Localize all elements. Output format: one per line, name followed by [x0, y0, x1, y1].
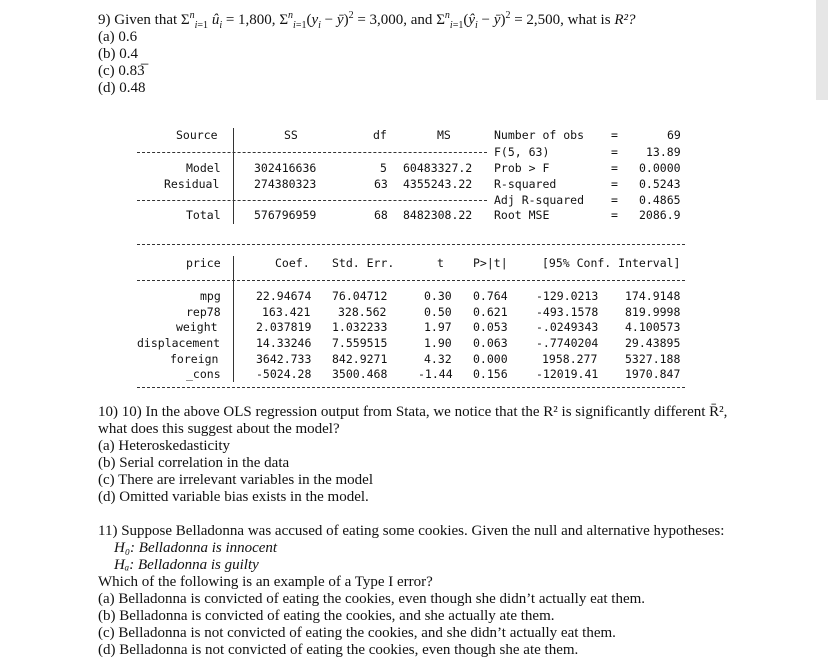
anova-header-source: Source: [176, 128, 218, 142]
coef-row-foreign-coef: 3642.733: [256, 352, 312, 366]
coef-header-ci: [95% Conf. Interval]: [542, 256, 681, 270]
coef-header-coef: Coef.: [275, 256, 310, 270]
stat-label-adjrsq: Adj R-squared: [494, 193, 585, 207]
stat-value-adjrsq: 0.4865: [639, 193, 681, 207]
q11-line-1: 11) Suppose Belladonna was accused of eating some cookies. Given the null and alternative hypotheses:: [98, 523, 725, 539]
stat-eq-rmse: =: [611, 208, 618, 222]
coef-row-foreign-t: 4.32: [424, 352, 452, 366]
coef-row-displacement-se: 7.559515: [332, 336, 388, 350]
coef-row-displacement-var: displacement: [137, 336, 221, 350]
stat-label-f: F(5, 63): [494, 145, 550, 159]
coef-row-displacement-hi: 29.43895: [625, 336, 681, 350]
stat-value-rmse: 2086.9: [639, 208, 681, 222]
q11-null-hypothesis: H₀: Belladonna is innocent: [114, 540, 278, 556]
coef-row-displacement-p: 0.063: [473, 336, 508, 350]
coef-row-cons-var: _cons: [186, 367, 221, 381]
coef-divider-top: [137, 244, 685, 245]
anova-row-residual-ss: 274380323: [254, 177, 317, 191]
coef-row-cons-lo: -12019.41: [536, 367, 599, 381]
question-11: [98, 523, 724, 659]
scrollbar-edge: [816, 0, 828, 100]
q11-alt-hypothesis: Hₐ: Belladonna is guilty: [114, 557, 259, 573]
coef-row-displacement-coef: 14.33246: [256, 336, 312, 350]
anova-row-total-source: Total: [186, 208, 221, 222]
stat-eq-rsq: =: [611, 177, 618, 191]
coef-row-weight-p: 0.053: [473, 320, 508, 334]
anova-row-model-ss: 302416636: [254, 161, 317, 175]
coef-row-rep78-lo: -493.1578: [536, 305, 599, 319]
stat-label-rmse: Root MSE: [494, 208, 550, 222]
coef-header-p: P>|t|: [473, 256, 508, 270]
coef-row-weight-lo: -.0249343: [536, 320, 599, 334]
q9-prefix: 9) Given that: [98, 12, 178, 28]
anova-header-ms: MS: [437, 128, 451, 142]
stat-value-probf: 0.0000: [639, 161, 681, 175]
coef-row-foreign-hi: 5327.188: [625, 352, 681, 366]
coef-divider-mid: [137, 280, 685, 281]
coef-row-mpg-var: mpg: [200, 289, 221, 303]
coef-row-weight-hi: 4.100573: [625, 320, 681, 334]
q11-option-b: (b) Belladonna is convicted of eating the cookies, and she actually ate them.: [98, 608, 555, 624]
stat-value-f: 13.89: [646, 145, 681, 159]
q9-option-a: (a) 0.6: [98, 29, 138, 45]
coef-row-mpg-t: 0.30: [424, 289, 452, 303]
coef-row-rep78-se: 328.562: [338, 305, 387, 319]
q10-option-d: (d) Omitted variable bias exists in the model.: [98, 489, 369, 505]
q9-value-1: = 1,800,: [225, 12, 276, 28]
coef-header-se: Std. Err.: [332, 256, 395, 270]
q10-option-c: (c) There are irrelevant variables in the model: [98, 472, 374, 488]
stat-value-rsq: 0.5243: [639, 177, 681, 191]
q11-option-c: (c) Belladonna is not convicted of eating the cookies, and she didn’t actually eat them.: [98, 625, 616, 641]
anova-row-residual-source: Residual: [164, 177, 220, 191]
anova-row-residual-df: 63: [374, 177, 388, 191]
q9-option-c: (c) 0.83̅: [98, 63, 145, 79]
coef-row-displacement-t: 1.90: [424, 336, 452, 350]
q9-value-3: = 2,500, what is: [514, 12, 611, 28]
sum-tss-expr: $\Sigma^n_{i=1}(y_i$ − ȳ)$^2$: [279, 10, 354, 31]
stat-value-nobs: 69: [667, 128, 681, 142]
question-9-prompt: [98, 12, 635, 29]
anova-row-model-df: 5: [380, 161, 387, 175]
coef-row-weight-var: weight: [176, 320, 218, 334]
coef-row-mpg-se: 76.04712: [332, 289, 388, 303]
q11-option-d: (d) Belladonna is not convicted of eating the cookies, even though she ate them.: [98, 642, 579, 658]
coef-row-displacement-lo: -.7740204: [536, 336, 599, 350]
anova-header-ss: SS: [284, 128, 298, 142]
coef-row-mpg-hi: 174.9148: [625, 289, 681, 303]
stat-eq-adjrsq: =: [611, 193, 618, 207]
coef-header-t: t: [437, 256, 444, 270]
anova-row-total-ss: 576796959: [254, 208, 317, 222]
coef-row-weight-coef: 2.037819: [256, 320, 312, 334]
q9-rsq: R²?: [614, 12, 636, 28]
q10-option-b: (b) Serial correlation in the data: [98, 455, 290, 471]
coef-vbar: [233, 256, 234, 382]
coef-row-mpg-p: 0.764: [473, 289, 508, 303]
q9-option-b: (b) 0.4: [98, 46, 138, 62]
coef-row-foreign-var: foreign: [170, 352, 219, 366]
q10-line-1: 10) 10) In the above OLS regression output from Stata, we notice that the R² is significantly different R̄²,: [98, 404, 728, 420]
q11-question: Which of the following is an example of a Type I error?: [98, 574, 433, 590]
coef-row-cons-p: 0.156: [473, 367, 508, 381]
coef-row-cons-t: -1.44: [418, 367, 453, 381]
coef-divider-bottom: [137, 387, 685, 388]
q11-option-a: (a) Belladonna is convicted of eating the cookies, even though she didn’t actually eat them.: [98, 591, 646, 607]
q10-line-2: what does this suggest about the model?: [98, 421, 340, 437]
anova-row-model-ms: 60483327.2: [403, 161, 473, 175]
coef-row-weight-t: 1.97: [424, 320, 452, 334]
stat-eq-probf: =: [611, 161, 618, 175]
coef-row-mpg-lo: -129.0213: [536, 289, 599, 303]
q9-option-d: (d) 0.48: [98, 80, 146, 96]
coef-row-rep78-p: 0.621: [473, 305, 508, 319]
stat-eq-f: =: [611, 145, 618, 159]
sum-ess-expr: $\Sigma^n_{i=1}(ŷ_i$ − ȳ)$^2$: [436, 10, 511, 31]
anova-header-df: df: [373, 128, 387, 142]
coef-row-mpg-coef: 22.94674: [256, 289, 312, 303]
coef-row-weight-se: 1.032233: [332, 320, 388, 334]
coef-row-rep78-var: rep78: [186, 305, 221, 319]
anova-row-total-df: 68: [374, 208, 388, 222]
coef-row-foreign-lo: 1958.277: [542, 352, 598, 366]
question-10: [98, 404, 727, 506]
sum-residuals-expr: $\Sigma^n_{i=1}$ $û_i$: [180, 10, 223, 31]
coef-row-cons-se: 3500.468: [332, 367, 388, 381]
stat-label-rsq: R-squared: [494, 177, 557, 191]
anova-divider-top: [137, 152, 487, 153]
question-9: [98, 12, 635, 97]
stat-eq-nobs: =: [611, 128, 618, 142]
coef-row-rep78-hi: 819.9998: [625, 305, 681, 319]
stat-label-probf: Prob > F: [494, 161, 550, 175]
coef-row-foreign-se: 842.9271: [332, 352, 388, 366]
coef-row-cons-coef: -5024.28: [256, 367, 312, 381]
q10-option-a: (a) Heteroskedasticity: [98, 438, 231, 454]
coef-header-depvar: price: [186, 256, 221, 270]
q9-value-2: = 3,000, and: [357, 12, 433, 28]
stat-label-nobs: Number of obs: [494, 128, 585, 142]
anova-row-total-ms: 8482308.22: [403, 208, 473, 222]
anova-vbar: [233, 128, 234, 224]
coef-row-cons-hi: 1970.847: [625, 367, 681, 381]
coef-row-foreign-p: 0.000: [473, 352, 508, 366]
coef-row-rep78-t: 0.50: [424, 305, 452, 319]
coef-row-rep78-coef: 163.421: [262, 305, 311, 319]
anova-row-model-source: Model: [186, 161, 221, 175]
anova-divider-bottom: [137, 200, 487, 201]
anova-row-residual-ms: 4355243.22: [403, 177, 473, 191]
